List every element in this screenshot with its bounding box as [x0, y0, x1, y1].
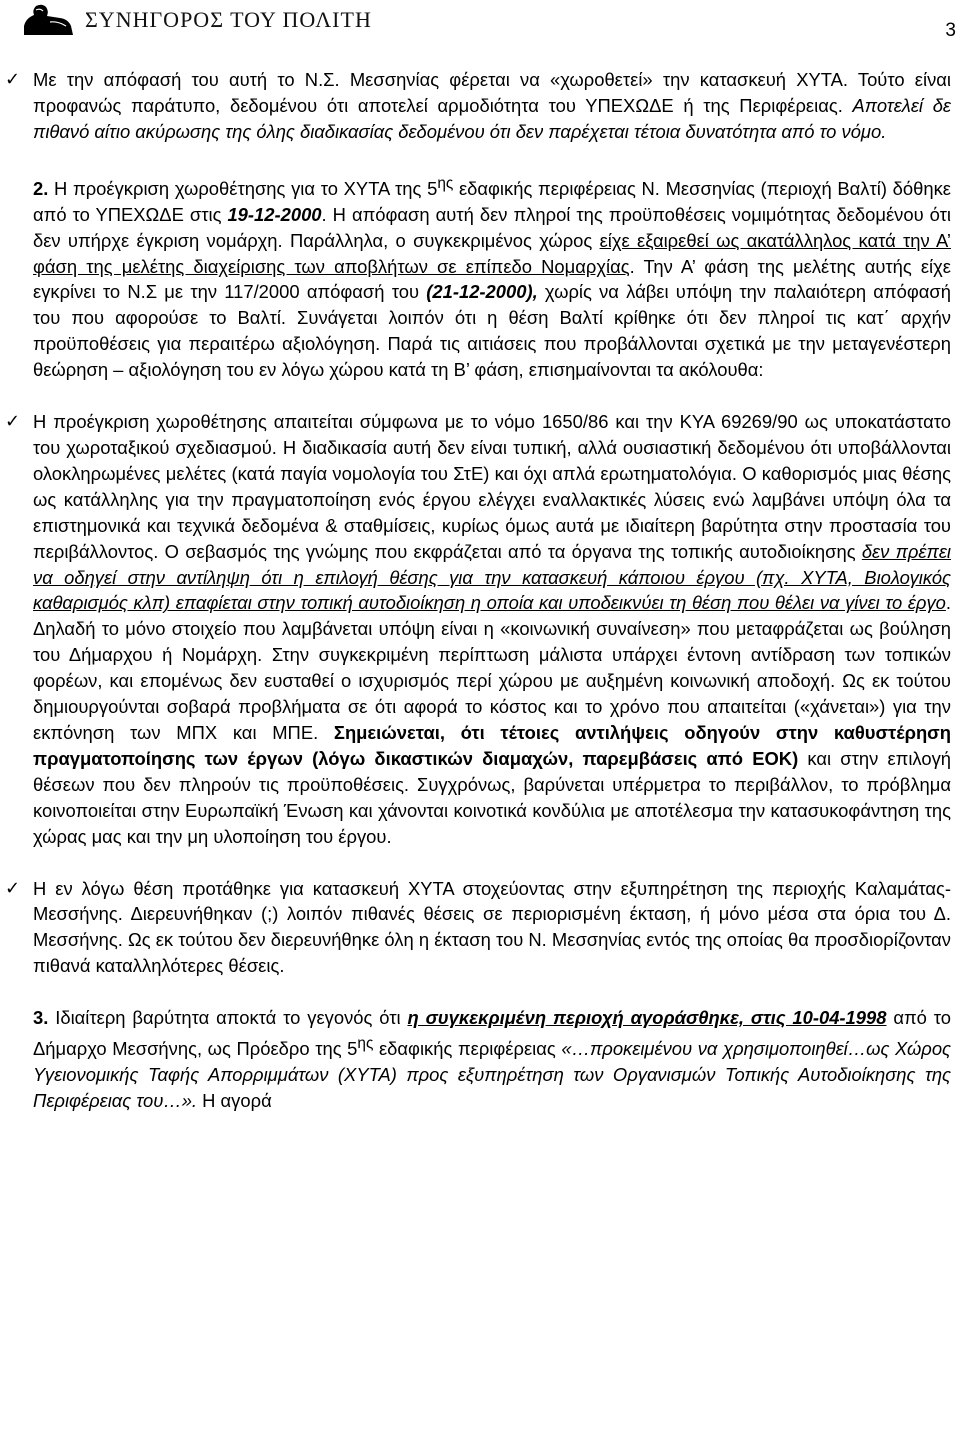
- checkmark-icon: ✓: [5, 877, 21, 898]
- letterhead: [20, 0, 372, 40]
- organization-name: ΣΥΝΗΓΟΡΟΣ ΤΟΥ ΠΟΛΙΤΗ: [85, 7, 372, 32]
- sphinx-logo-icon: [20, 2, 75, 38]
- bullet-paragraph: ✓ Με την απόφασή του αυτή το Ν.Σ. Μεσσηνίας φέρεται να «χωροθετεί» την κατασκευή ΧΥΤΑ. Τούτο είναι προφανώς παράτυπο, δεδομένου ότι αποτελεί αρμοδιότητα του ΥΠΕΧΩΔΕ ή της Περιφέρειας. Αποτελεί δε πιθανό αίτιο ακύρωσης της όλης διαδικασίας δεδομένου ότι δεν παρέχεται τέτοια δυνατότητα από το νόμο.: [5, 69, 951, 142]
- section-2-paragraph: 2. Η προέγκριση χωροθέτησης για το ΧΥΤΑ της $5^{\eta\varsigma}$ εδαφικής περιφέρειας Ν. Μεσσηνίας (περιοχή Βαλτί) δόθηκε από το ΥΠΕΧΩΔΕ στις 19-12-2000. Η απόφαση αυτή δεν πληροί της προϋποθέσεις νομιμότητας δεδομένου ότι δεν υπήρχε έγκριση νομάρχη. Παράλληλα, ο συγκεκριμένος χώρος είχε εξαιρεθεί ως ακατάλληλος κατά την Α’ φάση της μελέτης διαχείρισης των αποβλήτων σε επίπεδο Νομαρχίας. Την Α’ φάση της μελέτης αυτής είχε εγκρίνει το Ν.Σ με την 117/2000 απόφασή του (21-12-2000), χωρίς να λάβει υπόψη την παλαιότερη απόφασή του που αφορούσε το Βαλτί. Συνάγεται λοιπόν ότι η θέση Βαλτί κρίθηκε ότι δεν πληροί τις κατ΄ αρχήν προϋποθέσεις για περαιτέρω αξιολόγηση. Παρά τις αιτιάσεις που προβάλλονται σχετικά με την μεταγενέστερη θεώρηση – αξιολόγηση του εν λόγω χώρου κατά τη Β’ φάση, επισημαίνονται τα ακόλουθα:: [33, 174, 951, 381]
- checkmark-icon: ✓: [5, 69, 21, 89]
- page-number: 3: [945, 20, 956, 41]
- document-body: [5, 67, 952, 1114]
- section-3-paragraph: 3. Ιδιαίτερη βαρύτητα αποκτά το γεγονός ότι η συγκεκριμένη περιοχή αγοράσθηκε, στις 10-04-1998 από το Δήμαρχο Μεσσήνης, ως Πρόεδρο της $5^{\eta\varsigma}$ εδαφικής περιφέρειας «…προκειμένου να χρησιμοποιηθεί…ως Χώρος Υγειονομικής Ταφής Απορριμμάτων (ΧΥΤΑ) προς εξυπηρέτηση των Οργανισμών Τοπικής Αυτοδιοίκησης της Περιφέρειας του…». Η αγορά: [33, 1007, 952, 1111]
- checkmark-icon: ✓: [5, 411, 21, 432]
- bullet-paragraph: ✓ Η προέγκριση χωροθέτησης απαιτείται σύμφωνα με το νόμο 1650/86 και την ΚΥΑ 69269/90 ως υποκατάστατο του χωροταξικού σχεδιασμού. Η διαδικασία αυτή δεν είναι τυπική, αλλά ουσιαστική δεδομένου ότι υποβάλλονται ολοκληρωμένες μελέτες (κατά παγία νομολογία του ΣτΕ) και όχι απλά ερωτηματολόγια. Ο καθορισμός μιας θέσης ως κατάλληλης για την πραγματοποίηση ενός έργου ελέγχει εναλλακτικές λύσεις ενώ λαμβάνει υπόψη όλα τα επιστημονικά και τεχνικά δεδομένα & σταθμίσεις, κυρίως όμως αυτά με ιδιαίτερη βαρύτητα στην προστασία του περιβάλλοντος. Ο σεβασμός της γνώμης που εκφράζεται από τα όργανα της τοπικής αυτοδιοίκησης δεν πρέπει να οδηγεί στην αντίληψη ότι η επιλογή θέσης για την κατασκευή κάποιου έργου (πχ. ΧΥΤΑ, Βιολογικός καθαρισμός κλπ) επαφίεται στην τοπική αυτοδιοίκηση η οποία και υποδεικνύει τη θέση που θέλει να γίνει το έργο. Δηλαδή το μόνο στοιχείο που λαμβάνεται υπόψη είναι η «κοινωνική συναίνεση» που μεταφράζεται ως βούληση του Δήμαρχου ή Νομάρχη. Στην συγκεκριμένη περίπτωση μάλιστα υπάρχει έντονη αντίδραση των τοπικών φορέων, και επομένως δεν ευσταθεί ο ισχυρισμός περί χώρου με αυξημένη κοινωνική αποδοχή. Ως εκ τούτου δημιουργούνται σοβαρά προβλήματα σε ότι αφορά το κόστος και το χρόνο που απαιτείται («χάνεται») για την εκπόνηση των ΜΠΧ και ΜΠΕ. Σημειώνεται, ότι τέτοιες αντιλήψεις οδηγούν στην καθυστέρηση πραγματοποίησης των έργων (λόγω δικαστικών διαμαχών, παρεμβάσεις από ΕΟΚ) και στην επιλογή θέσεων που δεν πληρούν τις προϋποθέσεις. Συγχρόνως, βαρύνεται υπέρμετρα το περιβάλλον, το πρόβλημα κοινοποιείται στην Ευρωπαϊκή Ένωση και χάνονται κοινοτικά κονδύλια με αποτέλεσμα την κατασυκοφάντηση της χώρας μας και την μη υλοποίηση του έργου.: [5, 411, 951, 847]
- bullet-paragraph: ✓ Η εν λόγω θέση προτάθηκε για κατασκευή ΧΥΤΑ στοχεύοντας στην εξυπηρέτηση της περιοχής Καλαμάτας-Μεσσήνης. Διερευνήθηκαν (;) λοιπόν πιθανές θέσεις σε περιορισμένη έκταση, ή μόνο μέσα στα όρια του Δ. Μεσσήνης. Ως εκ τούτου δεν διερευνήθηκε όλη η έκταση του Ν. Μεσσηνίας εντός της οποίας θα προσδιορίζονταν πιθανά καταλληλότερες θέσεις.: [5, 877, 951, 977]
